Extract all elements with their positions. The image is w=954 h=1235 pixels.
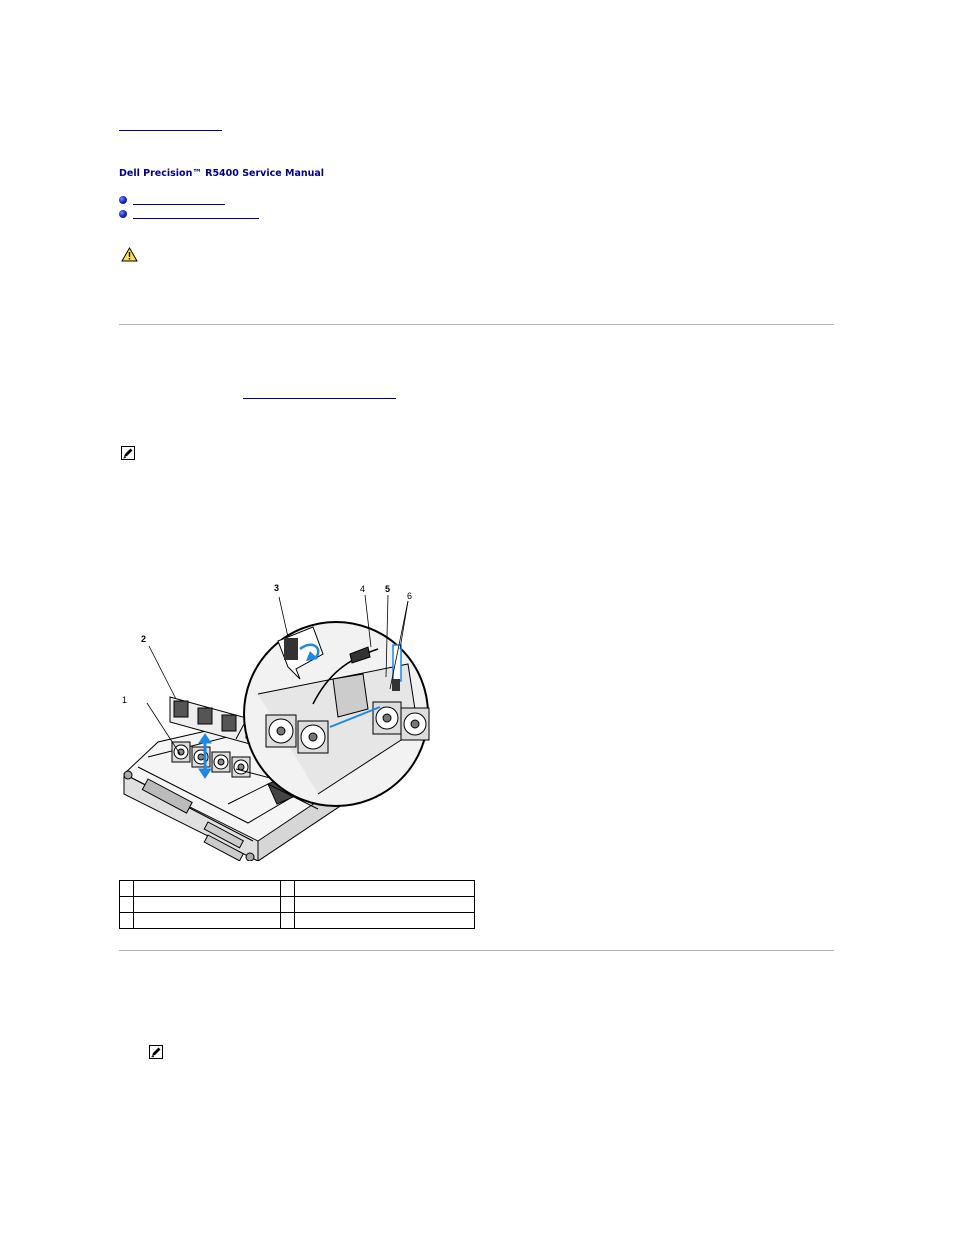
table-cell (134, 881, 281, 897)
note-pencil-icon (121, 446, 135, 460)
section-inline-link[interactable] (243, 398, 396, 399)
table-cell (295, 913, 475, 929)
callout-table (119, 880, 475, 929)
toc-link-2[interactable] (133, 218, 259, 219)
manual-title: Dell Precision™ R5400 Service Manual (119, 168, 325, 179)
table-cell (281, 913, 295, 929)
fan-assembly-illustration (118, 579, 440, 861)
table-row (120, 881, 475, 897)
table-row (120, 913, 475, 929)
toc-bullet-icon (119, 196, 127, 204)
table-cell (295, 881, 475, 897)
table-cell (134, 913, 281, 929)
back-to-contents-link[interactable] (119, 130, 222, 131)
figure-callout-4: 4 (360, 584, 366, 594)
section-divider (119, 324, 834, 325)
table-cell (120, 881, 134, 897)
table-cell (120, 897, 134, 913)
figure-callout-3: 3 (274, 583, 280, 593)
table-cell (134, 897, 281, 913)
toc-bullet-icon (119, 210, 127, 218)
table-cell (281, 897, 295, 913)
note-block (121, 446, 135, 460)
table-row (120, 897, 475, 913)
note-block (149, 1045, 163, 1059)
figure-callout-2: 2 (141, 634, 147, 644)
table-cell (281, 881, 295, 897)
table-cell (120, 913, 134, 929)
figure-callout-6: 6 (407, 591, 413, 601)
toc-link-1[interactable] (133, 204, 225, 205)
warning-icon (121, 247, 138, 262)
section-divider (119, 950, 834, 951)
table-cell (295, 897, 475, 913)
fan-removal-figure (118, 579, 440, 861)
figure-callout-1: 1 (122, 695, 128, 705)
figure-callout-5: 5 (385, 584, 391, 594)
note-pencil-icon (149, 1045, 163, 1059)
caution-block (121, 247, 141, 263)
